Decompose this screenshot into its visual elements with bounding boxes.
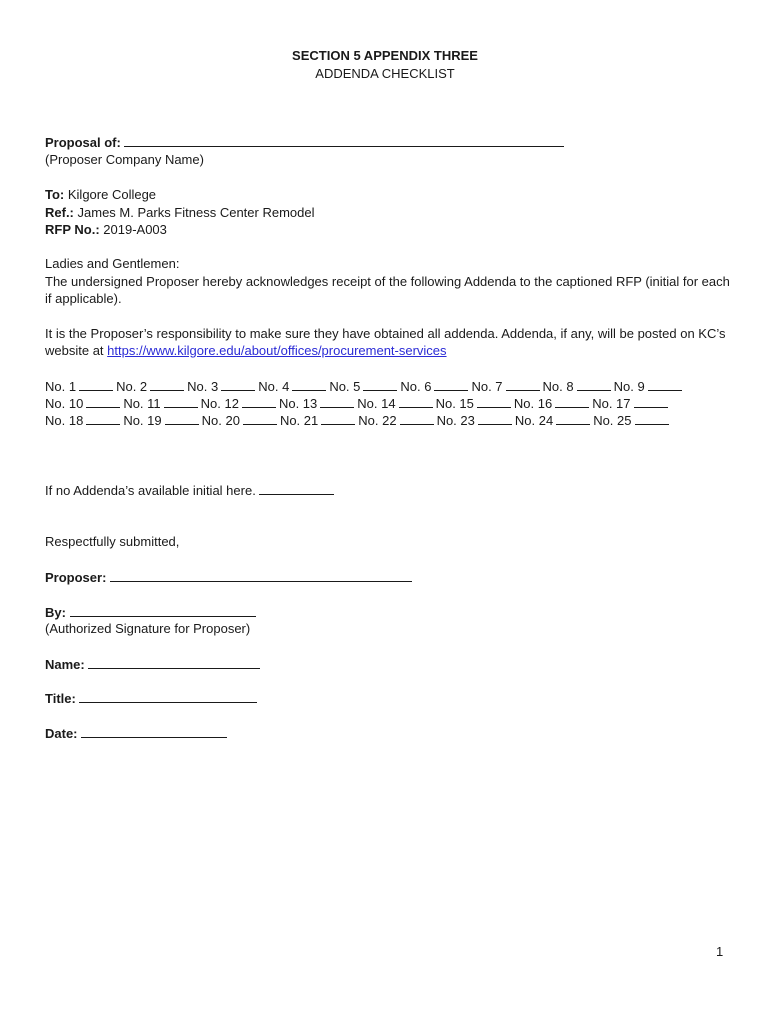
addendum-label: No. 22 xyxy=(358,413,397,428)
addendum-initial-field[interactable] xyxy=(434,378,468,391)
addendum-initial-field[interactable] xyxy=(400,412,434,425)
addendum-item xyxy=(436,395,511,412)
addendum-label: No. 5 xyxy=(329,379,361,394)
name-field[interactable] xyxy=(88,656,260,669)
name-row xyxy=(45,656,260,673)
paragraph1-line1: The undersigned Proposer hereby acknowledges receipt of the following Addenda to the captioned RFP (initial for each xyxy=(45,274,730,289)
addendum-label: No. 7 xyxy=(471,379,503,394)
addendum-label: No. 18 xyxy=(45,413,84,428)
addendum-initial-field[interactable] xyxy=(363,378,397,391)
by-note: (Authorized Signature for Proposer) xyxy=(45,621,251,636)
no-addenda-text: If no Addenda’s available initial here. xyxy=(45,483,256,498)
ref-row xyxy=(45,205,314,221)
addendum-item xyxy=(593,412,668,429)
addendum-label: No. 10 xyxy=(45,396,84,411)
addendum-item xyxy=(45,412,120,429)
addendum-initial-field[interactable] xyxy=(86,395,120,408)
addendum-label: No. 24 xyxy=(514,413,554,428)
addendum-initial-field[interactable] xyxy=(164,395,198,408)
closing: Respectfully submitted, xyxy=(45,534,180,549)
addendum-label: No. 8 xyxy=(542,379,574,394)
addendum-label: No. 12 xyxy=(200,396,239,411)
addenda-row-1 xyxy=(45,378,685,395)
addendum-label: No. 16 xyxy=(513,396,553,411)
ref-label: Ref.: xyxy=(45,205,74,220)
addendum-item xyxy=(400,378,468,395)
title-row xyxy=(45,690,257,707)
addendum-label: No. 9 xyxy=(613,379,645,394)
proposal-of-field-a[interactable] xyxy=(124,134,324,147)
document-subtitle: ADDENDA CHECKLIST xyxy=(315,66,455,81)
addenda-row-2 xyxy=(45,395,671,412)
by-label: By: xyxy=(45,605,66,620)
addendum-item xyxy=(45,395,120,412)
proposal-of-row xyxy=(45,134,564,151)
addendum-label: No. 19 xyxy=(123,413,162,428)
addendum-initial-field[interactable] xyxy=(555,395,589,408)
to-value: Kilgore College xyxy=(67,187,157,202)
addendum-initial-field[interactable] xyxy=(86,412,120,425)
proposer-label: Proposer: xyxy=(45,570,107,585)
addendum-label: No. 13 xyxy=(278,396,318,411)
addendum-label: No. 4 xyxy=(258,379,290,394)
proposer-field[interactable] xyxy=(110,569,412,582)
proposal-of-field-b[interactable] xyxy=(324,134,564,147)
proposal-of-label: Proposal of: xyxy=(45,135,121,150)
addendum-item xyxy=(329,378,397,395)
addendum-initial-field[interactable] xyxy=(79,378,113,391)
addendum-label: No. 17 xyxy=(592,396,631,411)
addendum-initial-field[interactable] xyxy=(320,395,354,408)
addendum-label: No. 3 xyxy=(187,379,219,394)
addendum-item xyxy=(592,395,667,412)
addendum-item xyxy=(202,412,277,429)
ref-value: James M. Parks Fitness Center Remodel xyxy=(77,205,315,220)
addenda-row-3 xyxy=(45,412,672,429)
title-field[interactable] xyxy=(79,690,257,703)
addendum-initial-field[interactable] xyxy=(399,395,433,408)
addendum-initial-field[interactable] xyxy=(648,378,682,391)
date-label: Date: xyxy=(45,726,78,741)
addendum-initial-field[interactable] xyxy=(477,395,511,408)
addendum-item xyxy=(614,378,682,395)
no-addenda-initial-field[interactable] xyxy=(259,482,334,495)
addendum-item xyxy=(116,378,184,395)
date-row xyxy=(45,725,227,742)
addendum-item xyxy=(258,378,326,395)
addendum-label: No. 11 xyxy=(123,396,161,411)
addendum-label: No. 15 xyxy=(435,396,474,411)
addendum-initial-field[interactable] xyxy=(242,395,276,408)
addendum-initial-field[interactable] xyxy=(577,378,611,391)
addendum-label: No. 6 xyxy=(400,379,432,394)
addendum-item xyxy=(357,395,432,412)
proposal-note: (Proposer Company Name) xyxy=(45,152,204,167)
date-field[interactable] xyxy=(81,725,227,738)
addendum-initial-field[interactable] xyxy=(221,378,255,391)
rfp-row xyxy=(45,222,167,238)
addendum-item xyxy=(45,378,113,395)
addendum-initial-field[interactable] xyxy=(150,378,184,391)
addendum-label: No. 23 xyxy=(436,413,475,428)
addendum-item xyxy=(201,395,276,412)
addendum-label: No. 20 xyxy=(201,413,240,428)
paragraph2-line2 xyxy=(45,343,447,359)
addendum-label: No. 1 xyxy=(45,379,77,394)
addendum-item xyxy=(123,395,197,412)
document-title: SECTION 5 APPENDIX THREE xyxy=(292,48,478,63)
addendum-item xyxy=(514,395,589,412)
addendum-initial-field[interactable] xyxy=(506,378,540,391)
by-signature-field[interactable] xyxy=(70,604,256,617)
addendum-initial-field[interactable] xyxy=(478,412,512,425)
no-addenda-row xyxy=(45,482,334,499)
to-label: To: xyxy=(45,187,65,202)
paragraph2-line1: It is the Proposer’s responsibility to make sure they have obtained all addenda. Addenda, if any, will be posted on KC’s xyxy=(45,326,726,341)
to-row xyxy=(45,187,156,203)
addendum-item xyxy=(437,412,512,429)
addendum-item xyxy=(279,395,354,412)
addendum-initial-field[interactable] xyxy=(556,412,590,425)
addendum-item xyxy=(187,378,255,395)
addendum-initial-field[interactable] xyxy=(292,378,326,391)
addendum-initial-field[interactable] xyxy=(634,395,668,408)
paragraph1-line2: if applicable). xyxy=(45,291,122,306)
addendum-item xyxy=(515,412,590,429)
proposer-row xyxy=(45,569,412,586)
addendum-label: No. 14 xyxy=(357,396,396,411)
addendum-item xyxy=(358,412,433,429)
rfp-label: RFP No.: xyxy=(45,222,100,237)
procurement-website-link[interactable]: https://www.kilgore.edu/about/offices/procurement-services xyxy=(107,343,447,358)
addendum-initial-field[interactable] xyxy=(635,412,669,425)
addendum-initial-field[interactable] xyxy=(165,412,199,425)
name-label: Name: xyxy=(45,657,85,672)
addendum-initial-field[interactable] xyxy=(321,412,355,425)
title-label: Title: xyxy=(45,691,76,706)
by-row xyxy=(45,604,256,621)
addendum-item xyxy=(280,412,355,429)
addendum-initial-field[interactable] xyxy=(243,412,277,425)
addendum-label: No. 25 xyxy=(593,413,632,428)
salutation: Ladies and Gentlemen: xyxy=(45,256,180,271)
addendum-item xyxy=(471,378,539,395)
page-number: 1 xyxy=(716,944,724,959)
addendum-item xyxy=(123,412,198,429)
addendum-item xyxy=(543,378,611,395)
rfp-value: 2019-A003 xyxy=(103,222,167,237)
addendum-label: No. 21 xyxy=(279,413,319,428)
addendum-label: No. 2 xyxy=(116,379,148,394)
paragraph2-prefix: website at xyxy=(45,343,104,358)
